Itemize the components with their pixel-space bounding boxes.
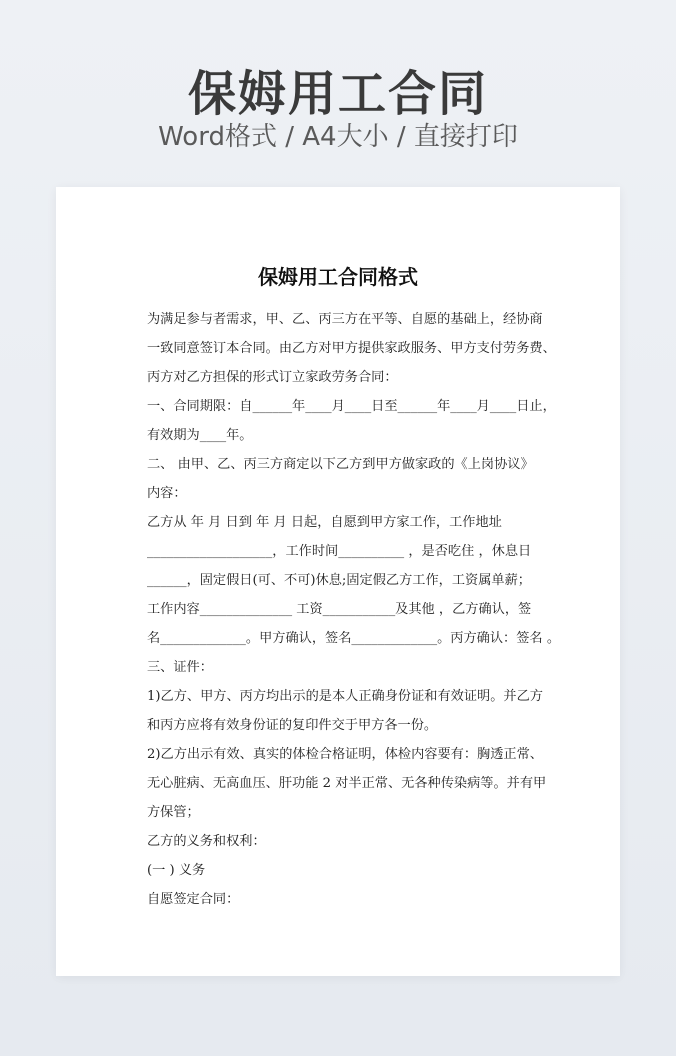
page-subtitle: Word格式 / A4大小 / 直接打印 bbox=[158, 122, 518, 152]
document-title: 保姆用工合同格式 bbox=[258, 265, 418, 289]
document-line: 内容： bbox=[147, 486, 187, 501]
document-line: ___________________，工作时间__________ ，是否吃住 ，休息日 bbox=[147, 544, 532, 559]
document-line: 三、证件： bbox=[147, 660, 213, 675]
document-line: 二、 由甲、乙、丙三方商定以下乙方到甲方做家政的《上岗协议》 bbox=[147, 457, 534, 472]
document-line: 乙方从 年 月 日到 年 月 日起，自愿到甲方家工作，工作地址 bbox=[147, 515, 502, 530]
document-line: 一致同意签订本合同。由乙方对甲方提供家政服务、甲方支付劳务费、 bbox=[147, 341, 556, 356]
document-line: 丙方对乙方担保的形式订立家政劳务合同： bbox=[147, 370, 398, 385]
page-title: 保姆用工合同 bbox=[187, 66, 488, 122]
document-line: 有效期为____年。 bbox=[147, 428, 253, 443]
document-line: 2)乙方出示有效、真实的体检合格证明，体检内容要有：胸透正常、 bbox=[147, 747, 543, 762]
document-line: 自愿签定合同： bbox=[147, 892, 240, 907]
document-line: 名_____________。甲方确认，签名_____________。丙方确认：签名 。 bbox=[147, 631, 561, 646]
document-line: (一 ) 义务 bbox=[147, 863, 206, 878]
document-line: 1)乙方、甲方、丙方均出示的是本人正确身份证和有效证明。并乙方 bbox=[147, 689, 543, 704]
document-line: 和丙方应将有效身份证的复印件交于甲方各一份。 bbox=[147, 718, 438, 733]
document-line: 无心脏病、无高血压、肝功能 2 对半正常、无各种传染病等。并有甲 bbox=[147, 776, 547, 791]
document-page bbox=[56, 187, 620, 976]
document-line: 工作内容______________ 工资___________及其他 ，乙方确认，签 bbox=[147, 602, 532, 617]
document-line: ______，固定假日(可、不可)休息;固定假乙方工作，工资属单薪； bbox=[147, 573, 531, 588]
document-line: 乙方的义务和权利： bbox=[147, 834, 266, 849]
document-line: 方保管； bbox=[147, 805, 200, 820]
document-body bbox=[147, 305, 561, 914]
document-line: 为满足参与者需求，甲、乙、丙三方在平等、自愿的基础上，经协商 bbox=[147, 312, 543, 327]
document-line: 一、合同期限：自______年____月____日至______年____月____日止， bbox=[147, 399, 556, 414]
